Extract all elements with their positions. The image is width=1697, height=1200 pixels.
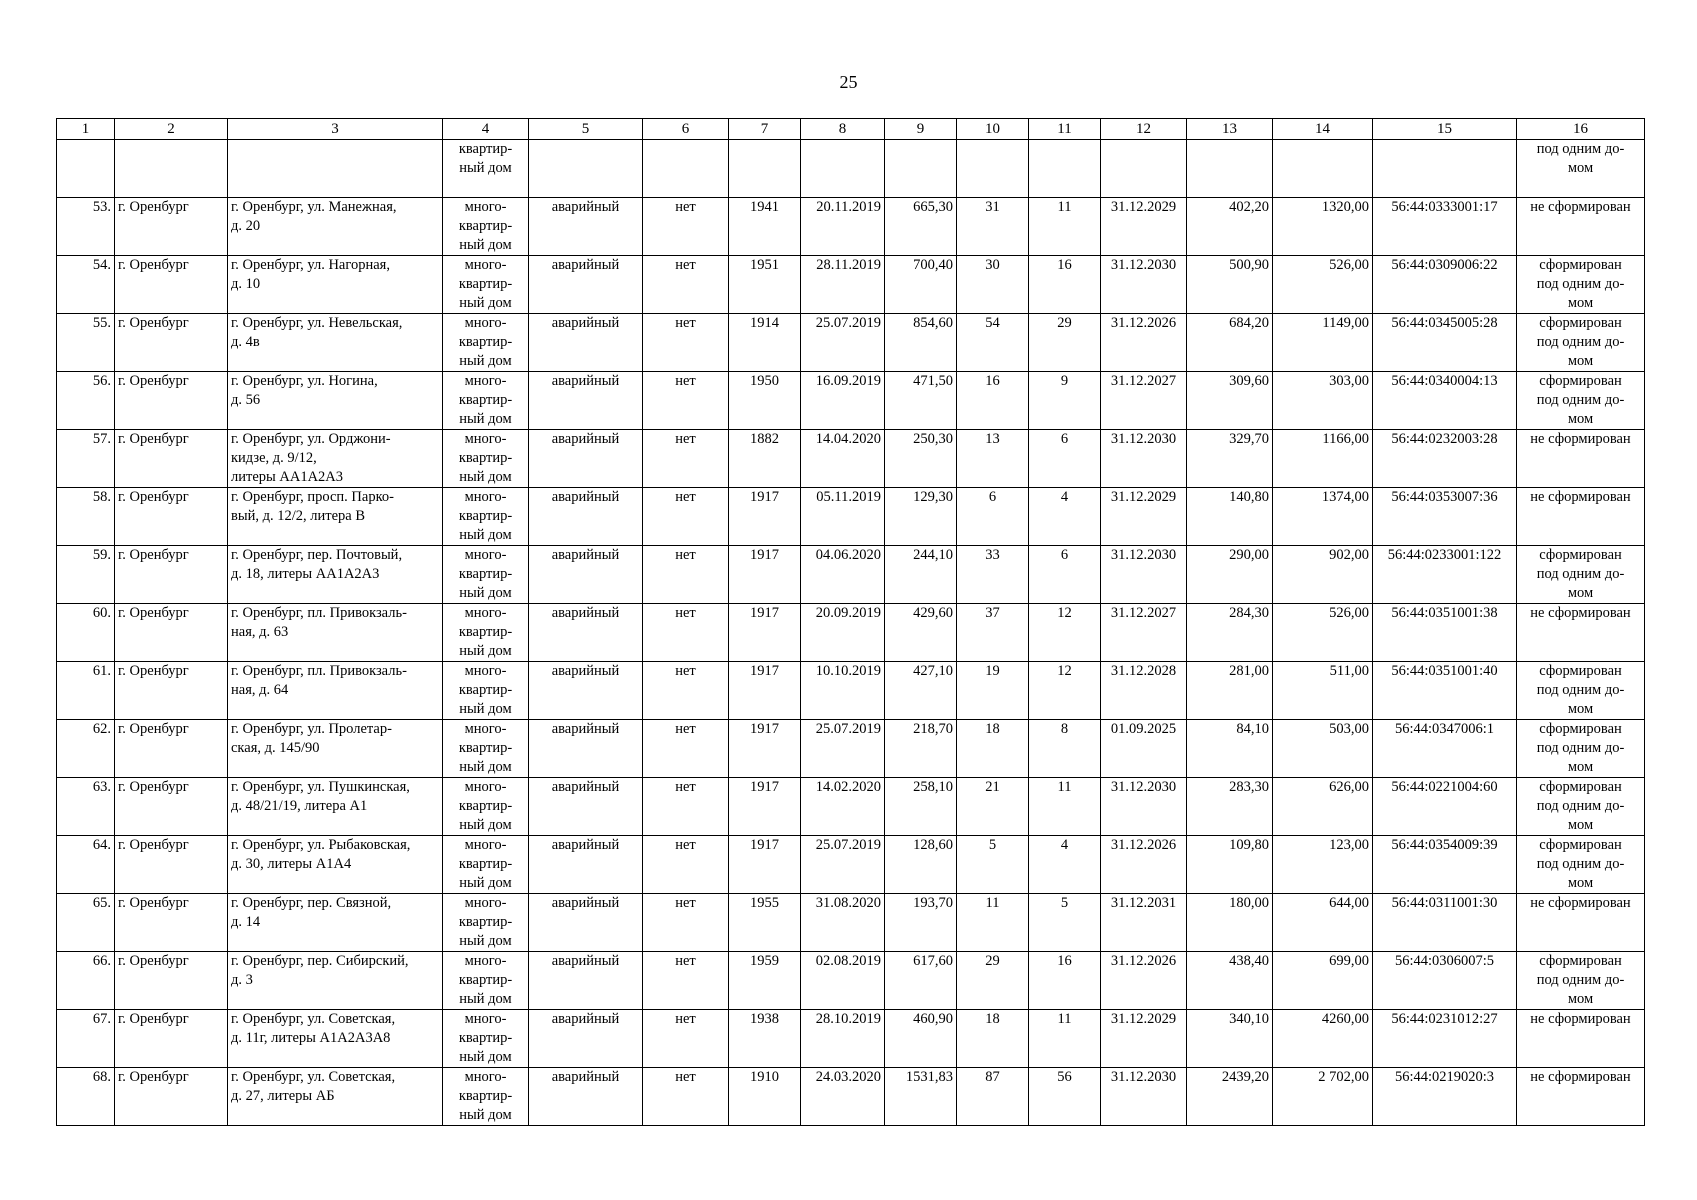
cell-city: г. Оренбург — [115, 372, 228, 430]
cell-rooms: 11 — [1029, 1010, 1101, 1068]
column-header-7: 7 — [729, 119, 801, 140]
cell-condition: аварийный — [529, 430, 643, 488]
cell-cadastral-number: 56:44:0309006:22 — [1373, 256, 1517, 314]
cell-year: 1959 — [729, 952, 801, 1010]
cell-land-status: не сформирован — [1517, 488, 1645, 546]
cell-land-area: 1320,00 — [1273, 198, 1373, 256]
cell-city: г. Оренбург — [115, 778, 228, 836]
cell-year: 1938 — [729, 1010, 801, 1068]
cell-row-number: 53. — [57, 198, 115, 256]
table-row — [57, 778, 1645, 836]
column-header-9: 9 — [885, 119, 957, 140]
cell-row-number: 62. — [57, 720, 115, 778]
cell-condition: аварийный — [529, 314, 643, 372]
cell-area: 460,90 — [885, 1010, 957, 1068]
table-row — [57, 836, 1645, 894]
cell-living-area: 340,10 — [1187, 1010, 1273, 1068]
cell-area: 129,30 — [885, 488, 957, 546]
cell-land-status: сформирован под одним до- мом — [1517, 256, 1645, 314]
cell-plan-date: 31.12.2026 — [1101, 314, 1187, 372]
column-header-12: 12 — [1101, 119, 1187, 140]
cell-address: г. Оренбург, просп. Парко- вый, д. 12/2, литера В — [228, 488, 443, 546]
cell-land-area: 902,00 — [1273, 546, 1373, 604]
cell-condition: аварийный — [529, 952, 643, 1010]
cell-city: г. Оренбург — [115, 952, 228, 1010]
cell-land-status: сформирован под одним до- мом — [1517, 952, 1645, 1010]
cell-plan-date: 31.12.2030 — [1101, 1068, 1187, 1126]
cell-living-area: 140,80 — [1187, 488, 1273, 546]
cell-flag: нет — [643, 488, 729, 546]
cell-land-status: не сформирован — [1517, 894, 1645, 952]
cell-condition: аварийный — [529, 894, 643, 952]
cell-condition: аварийный — [529, 1068, 643, 1126]
cell-living-area: 284,30 — [1187, 604, 1273, 662]
cell-year: 1941 — [729, 198, 801, 256]
cell-land-status: сформирован под одним до- мом — [1517, 546, 1645, 604]
cell-date: 25.07.2019 — [801, 720, 885, 778]
cell-rooms: 16 — [1029, 952, 1101, 1010]
cell-row-number: 57. — [57, 430, 115, 488]
cell-area: 427,10 — [885, 662, 957, 720]
table-row — [57, 1010, 1645, 1068]
cell-land-status: сформирован под одним до- мом — [1517, 836, 1645, 894]
cell-residents: 21 — [957, 778, 1029, 836]
cell-area: 429,60 — [885, 604, 957, 662]
cell-year: 1917 — [729, 836, 801, 894]
cell-building-type: много- квартир- ный дом — [443, 952, 529, 1010]
cell-plan-date: 31.12.2030 — [1101, 256, 1187, 314]
cell-building-type: много- квартир- ный дом — [443, 198, 529, 256]
cell-address: г. Оренбург, ул. Ногина, д. 56 — [228, 372, 443, 430]
cell-building-type: много- квартир- ный дом — [443, 430, 529, 488]
cell-land-status: сформирован под одним до- мом — [1517, 778, 1645, 836]
column-header-6: 6 — [643, 119, 729, 140]
cell-residents: 19 — [957, 662, 1029, 720]
table-row — [57, 314, 1645, 372]
cell-address: г. Оренбург, ул. Нагорная, д. 10 — [228, 256, 443, 314]
cell-plan-date: 31.12.2029 — [1101, 488, 1187, 546]
cell-rooms: 12 — [1029, 604, 1101, 662]
cell-flag: нет — [643, 778, 729, 836]
cell-city: г. Оренбург — [115, 1068, 228, 1126]
cell-address: г. Оренбург, ул. Советская, д. 27, литеры АБ — [228, 1068, 443, 1126]
cell-land-area: 1374,00 — [1273, 488, 1373, 546]
cell-area: 218,70 — [885, 720, 957, 778]
cell-cadastral-number: 56:44:0340004:13 — [1373, 372, 1517, 430]
cell-residents: 18 — [957, 1010, 1029, 1068]
cell-flag: нет — [643, 720, 729, 778]
cell-row-number: 59. — [57, 546, 115, 604]
cell-living-area: 438,40 — [1187, 952, 1273, 1010]
cell-year: 1917 — [729, 662, 801, 720]
cell-land-area: 503,00 — [1273, 720, 1373, 778]
cell-date: 25.07.2019 — [801, 836, 885, 894]
register-table — [56, 118, 1645, 1126]
table-row — [57, 430, 1645, 488]
cell-living-area: 500,90 — [1187, 256, 1273, 314]
cell-land-status: не сформирован — [1517, 1010, 1645, 1068]
cell-year: 1951 — [729, 256, 801, 314]
cell-rooms: 6 — [1029, 430, 1101, 488]
cell-address: г. Оренбург, пер. Связной, д. 14 — [228, 894, 443, 952]
cell-plan-date: 31.12.2030 — [1101, 778, 1187, 836]
cell-address: г. Оренбург, ул. Невельская, д. 4в — [228, 314, 443, 372]
cell-rooms: 56 — [1029, 1068, 1101, 1126]
cell-plan-date: 31.12.2031 — [1101, 894, 1187, 952]
cell-condition: аварийный — [529, 488, 643, 546]
cell-date: 05.11.2019 — [801, 488, 885, 546]
cell-condition: аварийный — [529, 372, 643, 430]
cell-city: г. Оренбург — [115, 256, 228, 314]
cell-plan-date: 31.12.2026 — [1101, 952, 1187, 1010]
cell-land-area: 2 702,00 — [1273, 1068, 1373, 1126]
cell-row-number: 66. — [57, 952, 115, 1010]
cell-building-type: много- квартир- ный дом — [443, 604, 529, 662]
cell-date: 14.04.2020 — [801, 430, 885, 488]
cell-row-number: 64. — [57, 836, 115, 894]
cell-condition: аварийный — [529, 546, 643, 604]
cell-year: 1917 — [729, 720, 801, 778]
cell-building-type: много- квартир- ный дом — [443, 546, 529, 604]
cell-condition: аварийный — [529, 604, 643, 662]
cell-rooms: 4 — [1029, 836, 1101, 894]
cell-rooms: 16 — [1029, 256, 1101, 314]
header-row — [57, 119, 1645, 140]
cell-flag: нет — [643, 836, 729, 894]
cell-flag: нет — [643, 546, 729, 604]
cell-date: 04.06.2020 — [801, 546, 885, 604]
column-header-11: 11 — [1029, 119, 1101, 140]
cell-rooms: 8 — [1029, 720, 1101, 778]
cell-year: 1910 — [729, 1068, 801, 1126]
cell-city: г. Оренбург — [115, 546, 228, 604]
cell-address: г. Оренбург, пер. Сибирский, д. 3 — [228, 952, 443, 1010]
cell-city: г. Оренбург — [115, 894, 228, 952]
cell-rooms: 11 — [1029, 778, 1101, 836]
cell-land-status: сформирован под одним до- мом — [1517, 720, 1645, 778]
cell-area: 617,60 — [885, 952, 957, 1010]
page-number: 25 — [839, 72, 858, 92]
cell-cadastral-number: 56:44:0347006:1 — [1373, 720, 1517, 778]
cell-living-area: 329,70 — [1187, 430, 1273, 488]
cell-residents: 30 — [957, 256, 1029, 314]
cell-address: г. Оренбург, пл. Привокзаль- ная, д. 64 — [228, 662, 443, 720]
cell-cadastral-number: 56:44:0231012:27 — [1373, 1010, 1517, 1068]
cell-land-area: 699,00 — [1273, 952, 1373, 1010]
cell-year: 1882 — [729, 430, 801, 488]
cell-address: г. Оренбург, ул. Манежная, д. 20 — [228, 198, 443, 256]
cell-cadastral-number: 56:44:0353007:36 — [1373, 488, 1517, 546]
cell-rooms: 6 — [1029, 546, 1101, 604]
cell-row-number: 60. — [57, 604, 115, 662]
cell-rooms: 29 — [1029, 314, 1101, 372]
cell-flag: нет — [643, 894, 729, 952]
cell-land-status: сформирован под одним до- мом — [1517, 314, 1645, 372]
column-header-2: 2 — [115, 119, 228, 140]
cell-area: 193,70 — [885, 894, 957, 952]
column-header-13: 13 — [1187, 119, 1273, 140]
cell-land-area: 526,00 — [1273, 256, 1373, 314]
cell-land-area: 1166,00 — [1273, 430, 1373, 488]
cell-residents: 18 — [957, 720, 1029, 778]
cell-plan-date: 31.12.2028 — [1101, 662, 1187, 720]
column-header-5: 5 — [529, 119, 643, 140]
table-row — [57, 720, 1645, 778]
cell-residents: 33 — [957, 546, 1029, 604]
cell-residents: 11 — [957, 894, 1029, 952]
cell-land-continued: под одним до- мом — [1517, 140, 1645, 198]
cell-cadastral-number: 56:44:0354009:39 — [1373, 836, 1517, 894]
cell-area: 244,10 — [885, 546, 957, 604]
table-row — [57, 894, 1645, 952]
cell-land-area: 511,00 — [1273, 662, 1373, 720]
cell-year: 1950 — [729, 372, 801, 430]
cell-area: 250,30 — [885, 430, 957, 488]
cell-cadastral-number: 56:44:0219020:3 — [1373, 1068, 1517, 1126]
cell-row-number: 56. — [57, 372, 115, 430]
cell-cadastral-number: 56:44:0221004:60 — [1373, 778, 1517, 836]
cell-flag: нет — [643, 372, 729, 430]
column-header-8: 8 — [801, 119, 885, 140]
cell-row-number: 55. — [57, 314, 115, 372]
cell-date: 10.10.2019 — [801, 662, 885, 720]
cell-building-type: много- квартир- ный дом — [443, 488, 529, 546]
cell-year: 1955 — [729, 894, 801, 952]
cell-city: г. Оренбург — [115, 488, 228, 546]
cell-type-continued: квартир- ный дом — [443, 140, 529, 198]
cell-land-area: 1149,00 — [1273, 314, 1373, 372]
cell-address: г. Оренбург, ул. Советская, д. 11г, литеры А1А2А3А8 — [228, 1010, 443, 1068]
cell-rooms: 5 — [1029, 894, 1101, 952]
cell-living-area: 290,00 — [1187, 546, 1273, 604]
cell-living-area: 281,00 — [1187, 662, 1273, 720]
cell-land-status: сформирован под одним до- мом — [1517, 372, 1645, 430]
cell-address: г. Оренбург, ул. Пролетар- ская, д. 145/90 — [228, 720, 443, 778]
cell-land-status: не сформирован — [1517, 1068, 1645, 1126]
cell-building-type: много- квартир- ный дом — [443, 1010, 529, 1068]
cell-land-area: 123,00 — [1273, 836, 1373, 894]
cell-address: г. Оренбург, ул. Пушкинская, д. 48/21/19, литера А1 — [228, 778, 443, 836]
cell-area: 128,60 — [885, 836, 957, 894]
cell-row-number: 54. — [57, 256, 115, 314]
table-row — [57, 1068, 1645, 1126]
cell-cadastral-number: 56:44:0345005:28 — [1373, 314, 1517, 372]
cell-flag: нет — [643, 198, 729, 256]
cell-cadastral-number: 56:44:0306007:5 — [1373, 952, 1517, 1010]
cell-residents: 6 — [957, 488, 1029, 546]
cell-year: 1917 — [729, 778, 801, 836]
cell-land-status: не сформирован — [1517, 198, 1645, 256]
cell-land-area: 644,00 — [1273, 894, 1373, 952]
cell-area: 471,50 — [885, 372, 957, 430]
cell-condition: аварийный — [529, 836, 643, 894]
cell-living-area: 84,10 — [1187, 720, 1273, 778]
cell-area: 665,30 — [885, 198, 957, 256]
column-header-15: 15 — [1373, 119, 1517, 140]
cell-living-area: 283,30 — [1187, 778, 1273, 836]
continuation-row — [57, 140, 1645, 198]
cell-row-number: 65. — [57, 894, 115, 952]
cell-land-status: не сформирован — [1517, 604, 1645, 662]
table-row — [57, 952, 1645, 1010]
column-header-1: 1 — [57, 119, 115, 140]
cell-plan-date: 31.12.2029 — [1101, 198, 1187, 256]
cell-rooms: 11 — [1029, 198, 1101, 256]
cell-building-type: много- квартир- ный дом — [443, 314, 529, 372]
cell-building-type: много- квартир- ный дом — [443, 256, 529, 314]
cell-row-number: 61. — [57, 662, 115, 720]
table-row — [57, 488, 1645, 546]
cell-condition: аварийный — [529, 256, 643, 314]
cell-year: 1917 — [729, 604, 801, 662]
cell-address: г. Оренбург, пл. Привокзаль- ная, д. 63 — [228, 604, 443, 662]
cell-flag: нет — [643, 430, 729, 488]
cell-flag: нет — [643, 952, 729, 1010]
cell-plan-date: 01.09.2025 — [1101, 720, 1187, 778]
cell-land-area: 626,00 — [1273, 778, 1373, 836]
column-header-3: 3 — [228, 119, 443, 140]
cell-residents: 16 — [957, 372, 1029, 430]
cell-land-status: не сформирован — [1517, 430, 1645, 488]
cell-year: 1917 — [729, 488, 801, 546]
column-header-16: 16 — [1517, 119, 1645, 140]
cell-row-number: 67. — [57, 1010, 115, 1068]
cell-living-area: 109,80 — [1187, 836, 1273, 894]
column-header-10: 10 — [957, 119, 1029, 140]
cell-living-area: 309,60 — [1187, 372, 1273, 430]
cell-city: г. Оренбург — [115, 836, 228, 894]
cell-condition: аварийный — [529, 720, 643, 778]
cell-city: г. Оренбург — [115, 198, 228, 256]
cell-area: 700,40 — [885, 256, 957, 314]
cell-area: 1531,83 — [885, 1068, 957, 1126]
table-row — [57, 604, 1645, 662]
cell-flag: нет — [643, 1010, 729, 1068]
cell-row-number: 63. — [57, 778, 115, 836]
cell-address: г. Оренбург, ул. Орджони- кидзе, д. 9/12, литеры АА1А2А3 — [228, 430, 443, 488]
cell-city: г. Оренбург — [115, 662, 228, 720]
cell-flag: нет — [643, 314, 729, 372]
cell-cadastral-number: 56:44:0311001:30 — [1373, 894, 1517, 952]
cell-year: 1914 — [729, 314, 801, 372]
cell-flag: нет — [643, 1068, 729, 1126]
cell-city: г. Оренбург — [115, 314, 228, 372]
cell-building-type: много- квартир- ный дом — [443, 662, 529, 720]
cell-date: 25.07.2019 — [801, 314, 885, 372]
cell-residents: 87 — [957, 1068, 1029, 1126]
cell-living-area: 180,00 — [1187, 894, 1273, 952]
cell-city: г. Оренбург — [115, 1010, 228, 1068]
cell-living-area: 2439,20 — [1187, 1068, 1273, 1126]
cell-city: г. Оренбург — [115, 604, 228, 662]
cell-date: 20.09.2019 — [801, 604, 885, 662]
cell-residents: 13 — [957, 430, 1029, 488]
cell-plan-date: 31.12.2027 — [1101, 372, 1187, 430]
cell-condition: аварийный — [529, 1010, 643, 1068]
table-row — [57, 198, 1645, 256]
cell-rooms: 4 — [1029, 488, 1101, 546]
cell-residents: 54 — [957, 314, 1029, 372]
cell-rooms: 12 — [1029, 662, 1101, 720]
cell-rooms: 9 — [1029, 372, 1101, 430]
table-row — [57, 372, 1645, 430]
cell-row-number: 68. — [57, 1068, 115, 1126]
cell-date: 16.09.2019 — [801, 372, 885, 430]
cell-plan-date: 31.12.2027 — [1101, 604, 1187, 662]
cell-flag: нет — [643, 662, 729, 720]
cell-date: 24.03.2020 — [801, 1068, 885, 1126]
cell-cadastral-number: 56:44:0233001:122 — [1373, 546, 1517, 604]
cell-building-type: много- квартир- ный дом — [443, 720, 529, 778]
cell-date: 28.10.2019 — [801, 1010, 885, 1068]
cell-condition: аварийный — [529, 198, 643, 256]
cell-date: 28.11.2019 — [801, 256, 885, 314]
cell-land-status: сформирован под одним до- мом — [1517, 662, 1645, 720]
cell-cadastral-number: 56:44:0351001:40 — [1373, 662, 1517, 720]
cell-date: 14.02.2020 — [801, 778, 885, 836]
cell-living-area: 402,20 — [1187, 198, 1273, 256]
table-row — [57, 662, 1645, 720]
cell-cadastral-number: 56:44:0333001:17 — [1373, 198, 1517, 256]
cell-plan-date: 31.12.2029 — [1101, 1010, 1187, 1068]
cell-year: 1917 — [729, 546, 801, 604]
cell-living-area: 684,20 — [1187, 314, 1273, 372]
cell-date: 20.11.2019 — [801, 198, 885, 256]
cell-city: г. Оренбург — [115, 430, 228, 488]
cell-land-area: 4260,00 — [1273, 1010, 1373, 1068]
cell-condition: аварийный — [529, 778, 643, 836]
cell-flag: нет — [643, 256, 729, 314]
cell-land-area: 526,00 — [1273, 604, 1373, 662]
cell-residents: 29 — [957, 952, 1029, 1010]
cell-building-type: много- квартир- ный дом — [443, 778, 529, 836]
cell-plan-date: 31.12.2030 — [1101, 430, 1187, 488]
cell-address: г. Оренбург, ул. Рыбаковская, д. 30, литеры А1А4 — [228, 836, 443, 894]
cell-area: 854,60 — [885, 314, 957, 372]
cell-building-type: много- квартир- ный дом — [443, 1068, 529, 1126]
cell-building-type: много- квартир- ный дом — [443, 894, 529, 952]
table-row — [57, 256, 1645, 314]
cell-area: 258,10 — [885, 778, 957, 836]
cell-residents: 5 — [957, 836, 1029, 894]
column-header-4: 4 — [443, 119, 529, 140]
cell-building-type: много- квартир- ный дом — [443, 836, 529, 894]
column-header-14: 14 — [1273, 119, 1373, 140]
cell-condition: аварийный — [529, 662, 643, 720]
cell-date: 31.08.2020 — [801, 894, 885, 952]
cell-land-area: 303,00 — [1273, 372, 1373, 430]
cell-cadastral-number: 56:44:0351001:38 — [1373, 604, 1517, 662]
cell-row-number: 58. — [57, 488, 115, 546]
column-number-header — [57, 119, 1645, 140]
cell-date: 02.08.2019 — [801, 952, 885, 1010]
cell-cadastral-number: 56:44:0232003:28 — [1373, 430, 1517, 488]
table-row — [57, 546, 1645, 604]
cell-residents: 37 — [957, 604, 1029, 662]
cell-plan-date: 31.12.2026 — [1101, 836, 1187, 894]
cell-city: г. Оренбург — [115, 720, 228, 778]
cell-flag: нет — [643, 604, 729, 662]
cell-residents: 31 — [957, 198, 1029, 256]
table-body — [57, 140, 1645, 1126]
cell-address: г. Оренбург, пер. Почтовый, д. 18, литеры АА1А2А3 — [228, 546, 443, 604]
cell-plan-date: 31.12.2030 — [1101, 546, 1187, 604]
cell-building-type: много- квартир- ный дом — [443, 372, 529, 430]
